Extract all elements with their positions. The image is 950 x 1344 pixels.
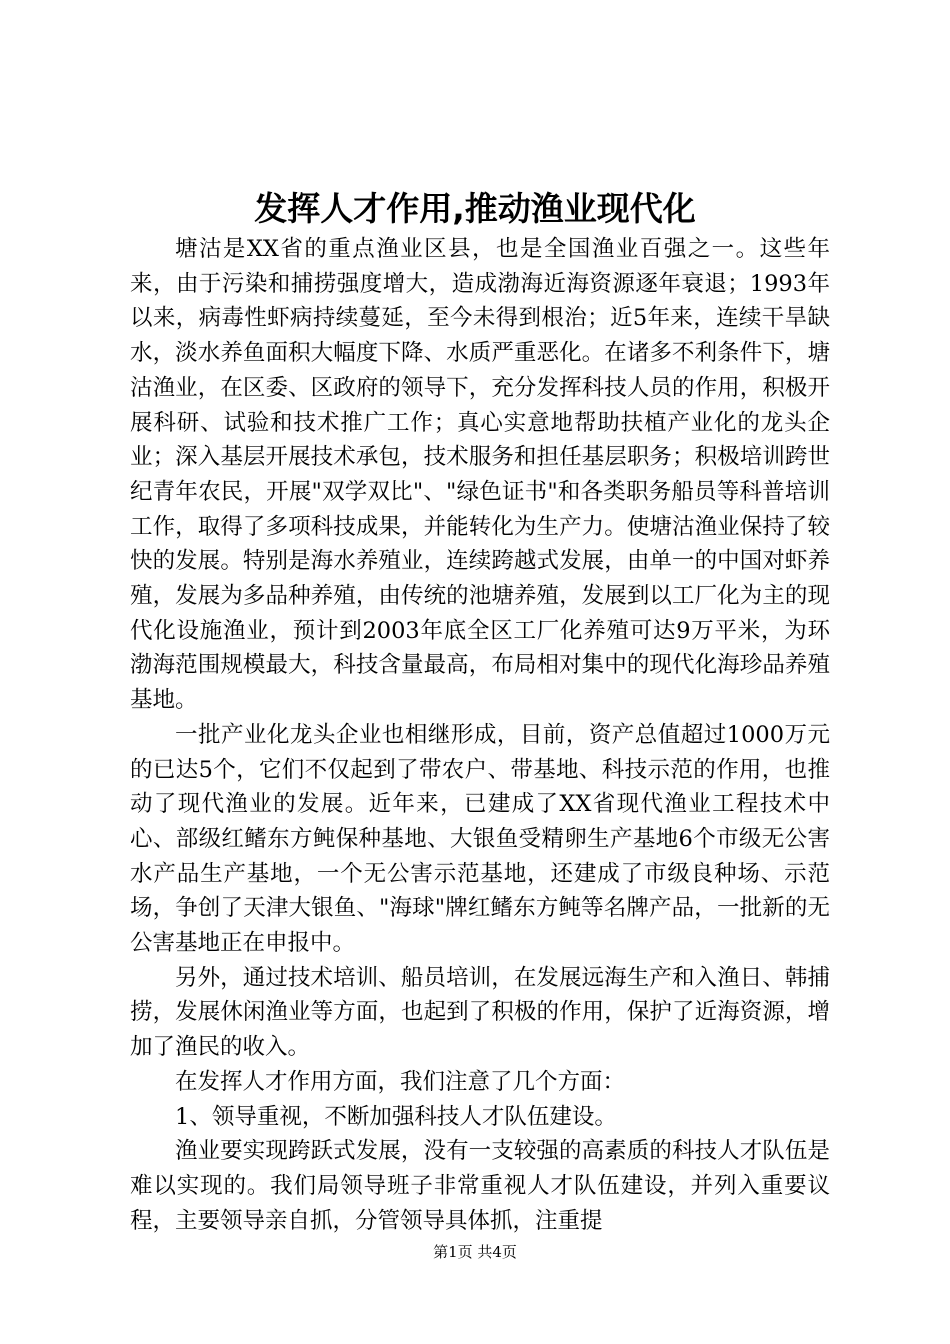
paragraph-aspects-intro: 在发挥人才作用方面，我们注意了几个方面： xyxy=(175,1068,626,1095)
paragraph-intro: 塘沽是XX省的重点渔业区县，也是全国渔业百强之一。这些年来，由于污染和捕捞强度增大，造成渤海近海资源逐年衰退；1993年以来，病毒性虾病持续蔓延，至今未得到根治；近5年来，连续干旱缺水，淡水养鱼面积大幅度下降、水质严重恶化。在诸多不利条件下，塘沽渔业，在区委、区政府的领导下，充分发挥科技人员的作用，积极开展科研、试验和技术推广工作；真心实意地帮助扶植产业化的龙头企业；深入基层开展技术承包，技术服务和担任基层职务；积极培训跨世纪青年农民，开展"双学双比"、"绿色证书"和各类职务船员等科普培训工作，取得了多项科技成果，并能转化为生产力。使塘沽渔业保持了较快的发展。特别是海水养殖业，连续跨越式发展，由单一的中国对虾养殖，发展为多品种养殖，由传统的池塘养殖，发展到以工厂化为主的现代化设施渔业，预计到2003年底全区工厂化养殖可达9万平米，为环渤海范围规模最大，科技含量最高，布局相对集中的现代化海珍品养殖基地。 xyxy=(130,236,830,714)
paragraph-enterprises: 一批产业化龙头企业也相继形成，目前，资产总值超过1000万元的已达5个，它们不仅起到了带农户、带基地、科技示范的作用，也推动了现代渔业的发展。近年来，已建成了XX省现代渔业工程技术中心、部级红鳍东方鲀保种基地、大银鱼受精卵生产基地6个市级无公害水产品生产基地，一个无公害示范基地，还建成了市级良种场、示范场，争创了天津大银鱼、"海球"牌红鳍东方鲀等名牌产品，一批新的无公害基地正在申报中。 xyxy=(130,721,830,957)
paragraph-section-heading-1: 1、领导重视，不断加强科技人才队伍建设。 xyxy=(175,1103,617,1130)
page-footer: 第1页 共4页 xyxy=(433,1243,517,1261)
paragraph-training: 另外，通过技术培训、船员培训，在发展远海生产和入渔日、韩捕捞，发展休闲渔业等方面，也起到了积极的作用，保护了近海资源，增加了渔民的收入。 xyxy=(130,964,830,1061)
paragraph-talent-team: 渔业要实现跨跃式发展，没有一支较强的高素质的科技人才队伍是难以实现的。我们局领导班子非常重视人才队伍建设，并列入重要议程，主要领导亲自抓，分管领导具体抓，注重提 xyxy=(130,1138,830,1234)
document-title: 发挥人才作用,推动渔业现代化 xyxy=(254,189,696,228)
document-body xyxy=(130,232,830,1238)
